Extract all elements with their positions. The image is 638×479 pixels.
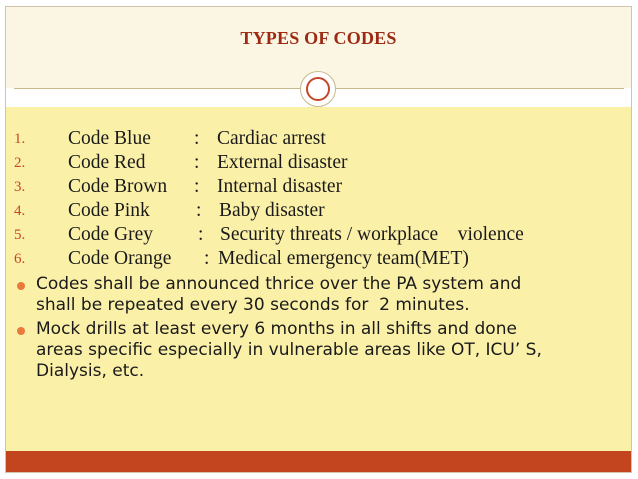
- code-item: [14, 199, 624, 223]
- code-number: 6.: [14, 251, 26, 267]
- code-separator: :: [204, 248, 210, 269]
- bullet-text-line: shall be repeated every 30 seconds for 2 minutes.: [36, 295, 470, 315]
- code-description: Baby disaster: [219, 200, 325, 221]
- code-description: External disaster: [217, 152, 348, 173]
- code-description: Security threats / workplace violence: [220, 224, 524, 245]
- code-separator: :: [194, 152, 200, 173]
- code-item: [14, 127, 624, 151]
- code-name: Code Grey: [68, 224, 154, 245]
- bullet-text-line: areas specific especially in vulnerable areas like OT, ICU’ S,: [36, 340, 542, 360]
- bullet-item: [14, 319, 624, 382]
- code-number: 4.: [14, 203, 26, 219]
- slide-content: [14, 127, 624, 382]
- code-item: [14, 223, 624, 247]
- code-name: Code Red: [68, 152, 146, 173]
- code-number: 1.: [14, 131, 26, 147]
- code-item: [14, 151, 624, 175]
- code-description: Cardiac arrest: [217, 128, 326, 149]
- code-separator: :: [194, 176, 200, 197]
- code-name: Code Pink: [68, 200, 150, 221]
- code-name: Code Orange: [68, 248, 172, 269]
- code-description: Medical emergency team(MET): [218, 248, 469, 269]
- bullet-icon: [17, 327, 25, 335]
- bullet-text-line: Mock drills at least every 6 months in all shifts and done: [36, 319, 517, 339]
- bullet-item: [14, 274, 624, 316]
- code-item: [14, 175, 624, 199]
- slide-title: TYPES OF CODES: [240, 28, 397, 48]
- code-number: 2.: [14, 155, 26, 171]
- code-number: 5.: [14, 227, 26, 243]
- bullet-icon: [17, 282, 25, 290]
- code-separator: :: [198, 224, 204, 245]
- code-number: 3.: [14, 179, 26, 195]
- code-name: Code Brown: [68, 176, 168, 197]
- code-name: Code Blue: [68, 128, 151, 149]
- bullet-text-line: Codes shall be announced thrice over the PA system and: [36, 274, 522, 294]
- code-item: [14, 247, 624, 271]
- code-separator: :: [196, 200, 202, 221]
- code-separator: :: [194, 128, 200, 149]
- bullet-text-line: Dialysis, etc.: [36, 361, 145, 381]
- code-description: Internal disaster: [217, 176, 343, 197]
